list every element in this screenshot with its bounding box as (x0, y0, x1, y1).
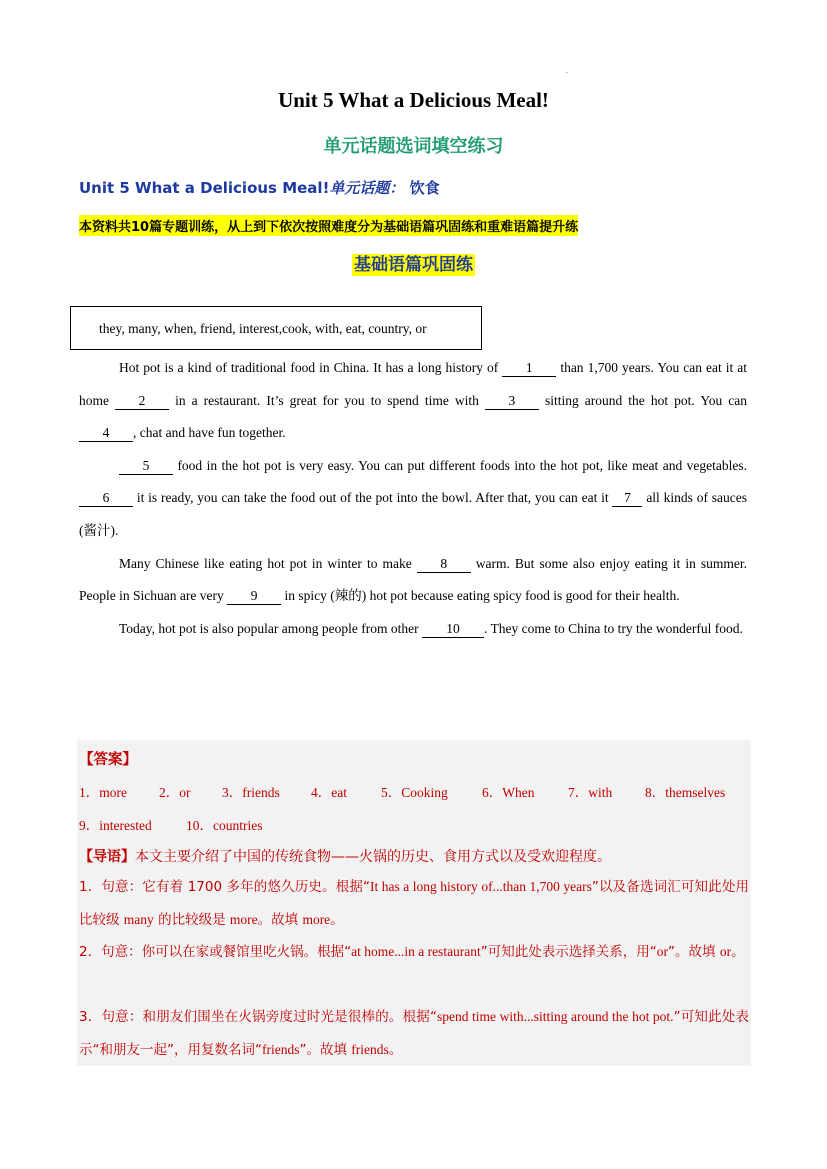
expl-word: or (719, 944, 732, 959)
passage-text: Many Chinese like eating hot pot in winter to make (119, 555, 412, 571)
blank-2: 2 (115, 393, 169, 410)
blank-1: 1 (502, 360, 556, 377)
passage (79, 352, 747, 645)
expl-text: ”。故填 (668, 944, 720, 960)
guide-line (79, 846, 611, 866)
page-subtitle: 单元话题选词填空练习 (323, 136, 504, 157)
answer-item: 8．themselves (645, 785, 726, 800)
intro-highlight: 本资料共10篇专题训练，从上到下依次按照难度分为基础语篇巩固练和重难语篇提升练 (79, 215, 578, 236)
expl-word: or (656, 944, 669, 959)
passage-text: it is ready, you can take the food out of the pot into the bowl. After that, you can eat it (136, 490, 609, 506)
expl-text: 。 (330, 911, 344, 928)
expl-text: 。 (731, 944, 745, 960)
blank-8: 8 (417, 556, 471, 573)
topic-unit: Unit 5 What a Delicious Meal! (79, 179, 330, 197)
blank-6: 6 (79, 490, 133, 507)
expl-quote: spend time with...sitting around the hot pot. (436, 1009, 674, 1024)
expl-word: more (229, 911, 258, 927)
passage-text: Hot pot is a kind of traditional food in China. It has a long history of (119, 360, 499, 375)
topic-label: 单元话题： (329, 179, 405, 197)
passage-text: , chat and have fun together. (133, 425, 286, 441)
blank-3: 3 (485, 393, 539, 410)
expl-quote: It has a long history of...than 1,700 years (369, 879, 592, 894)
expl-word: more (302, 911, 331, 927)
passage-text: sitting around the hot pot. You can (544, 392, 747, 408)
passage-text: than 1,700 years. You can eat it at home (79, 360, 747, 408)
expl-word: friends (351, 1041, 389, 1057)
blank-7: 7 (612, 490, 642, 507)
answer-item: 2．or (159, 785, 191, 800)
section-heading-text: 基础语篇巩固练 (354, 255, 473, 275)
passage-text: food in the hot pot is very easy. You can put different foods into the hot pot, like meat and vegetables. (177, 457, 747, 473)
blank-4: 4 (79, 425, 133, 442)
expl-text: 。故填 (257, 911, 303, 928)
section-heading (0, 250, 827, 275)
explanation-2 (79, 936, 749, 969)
answer-item: 4．eat (311, 785, 347, 800)
answer-label: 【答案】 (79, 752, 137, 768)
expl-text: 。 (388, 1041, 403, 1058)
blank-9: 9 (227, 588, 281, 605)
answer-item: 9．interested (79, 818, 152, 833)
expl-text: ”可知此处表示选择关系，用“ (480, 944, 657, 960)
topic-name: 饮食 (409, 179, 440, 197)
expl-text: 的比较级是 (153, 911, 230, 928)
expl-text: ”可知此处表示“和朋友一起”，用复数名词“ (79, 1009, 749, 1058)
passage-text: in a restaurant. It’s great for you to spend time with (175, 392, 479, 408)
answer-item: 7．with (568, 785, 613, 800)
expl-text: 3．句意：和朋友们围坐在火锅旁度过时光是很棒的。根据“ (79, 1009, 437, 1025)
blank-10: 10 (422, 621, 484, 638)
blank-5: 5 (119, 458, 173, 475)
passage-text: warm. But some also enjoy eating it in summer. People in Sichuan are very (79, 555, 747, 604)
guide-text: 本文主要介绍了中国的传统食物——火锅的历史、食用方式以及受欢迎程度。 (135, 849, 611, 865)
answer-row-2 (79, 814, 263, 834)
explanation-1 (79, 871, 749, 936)
word-bank-box: they, many, when, friend, interest,cook, with, eat, country, or (70, 306, 482, 350)
passage-paragraph-2 (79, 450, 747, 548)
expl-word: friends (261, 1041, 300, 1057)
passage-text: Today, hot pot is also popular among people from other (119, 620, 419, 636)
passage-text: . They come to China to try the wonderful food. (484, 620, 743, 636)
explanation-3 (79, 1001, 749, 1066)
expl-text: ”。故填 (299, 1041, 352, 1058)
expl-text: ”以及备选词汇可知此处用比较级 (79, 879, 749, 928)
expl-word: many (123, 911, 154, 927)
expl-quote: at home...in a restaurant (351, 944, 481, 959)
answer-item: 5．Cooking (381, 785, 448, 800)
page-title: Unit 5 What a Delicious Meal! (278, 88, 549, 112)
passage-paragraph-1 (79, 352, 747, 450)
guide-label: 【导语】 (79, 849, 135, 865)
answer-item: 3．friends (222, 785, 280, 800)
unit-topic-line (79, 177, 440, 198)
answer-item: 10．countries (186, 818, 263, 833)
passage-paragraph-3 (79, 548, 747, 613)
passage-text: in spicy (辣的) hot pot because eating spicy food is good for their health. (284, 588, 680, 604)
passage-paragraph-4 (79, 613, 747, 646)
expl-text: 1．句意：它有着 1700 多年的悠久历史。根据“ (79, 879, 370, 895)
expl-text: 2．句意：你可以在家或餐馆里吃火锅。根据“ (79, 944, 352, 960)
answer-item: 1．more (79, 785, 127, 800)
passage-text: all kinds of sauces (酱汁). (79, 490, 748, 538)
answer-item: 6．When (482, 785, 535, 800)
answer-row-1 (79, 781, 725, 801)
page-dot: . (566, 66, 568, 75)
